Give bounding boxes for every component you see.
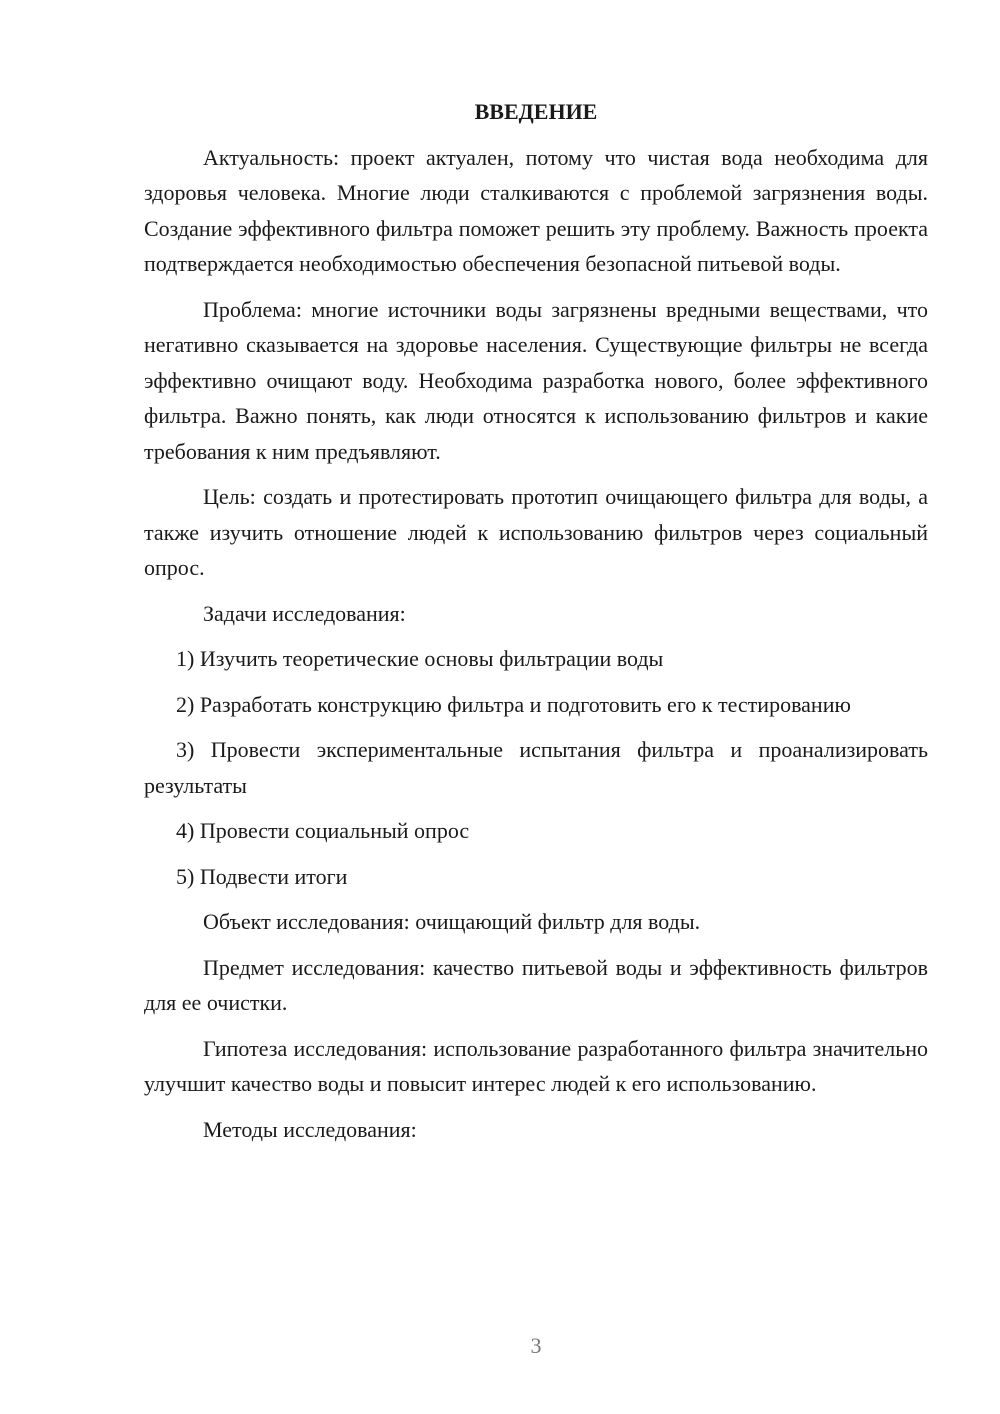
list-item-task-1: 1) Изучить теоретические основы фильтрации воды [176,646,664,671]
paragraph-problem: Проблема: многие источники воды загрязнены вредными веществами, что негативно сказывается на здоровье населения. Существующие фильтры не всегда эффективно очищают воду. Необходима разработка нового, более эффективного фильтра. Важно понять, как люди относятся к использованию фильтров и какие требования к ним предъявляют. [144,296,928,464]
paragraph-subject: Предмет исследования: качество питьевой воды и эффективность фильтров для ее очистки. [144,954,928,1015]
list-item-task-3: 3) Провести экспериментальные испытания фильтра и проанализировать результаты [144,737,928,798]
list-item-task-5: 5) Подвести итоги [176,863,348,889]
paragraph-object: Объект исследования: очищающий фильтр для воды. [203,909,701,934]
list-item-task-2: 2) Разработать конструкцию фильтра и подготовить его к тестированию [176,691,851,717]
page-number: 3 [530,1333,542,1358]
page-title: ВВЕДЕНИЕ [474,99,598,124]
paragraph-hypothesis: Гипотеза исследования: использование разработанного фильтра значительно улучшит качество воды и повысит интерес людей к его использованию. [144,1035,928,1096]
methods-heading: Методы исследования: [203,1116,417,1142]
tasks-heading: Задачи исследования: [203,600,406,626]
list-item-task-4: 4) Провести социальный опрос [176,818,470,843]
page-content [144,94,928,1147]
paragraph-relevance: Актуальность: проект актуален, потому что чистая вода необходима для здоровья человека. Многие люди сталкиваются с проблемой загрязнения воды. Создание эффективного фильтра поможет решить эту проблему. Важность проекта подтверждается необходимостью обеспечения безопасной питьевой воды. [144,144,928,276]
paragraph-goal: Цель: создать и протестировать прототип очищающего фильтра для воды, а также изучить отношение людей к использованию фильтров через социальный опрос. [144,484,928,580]
